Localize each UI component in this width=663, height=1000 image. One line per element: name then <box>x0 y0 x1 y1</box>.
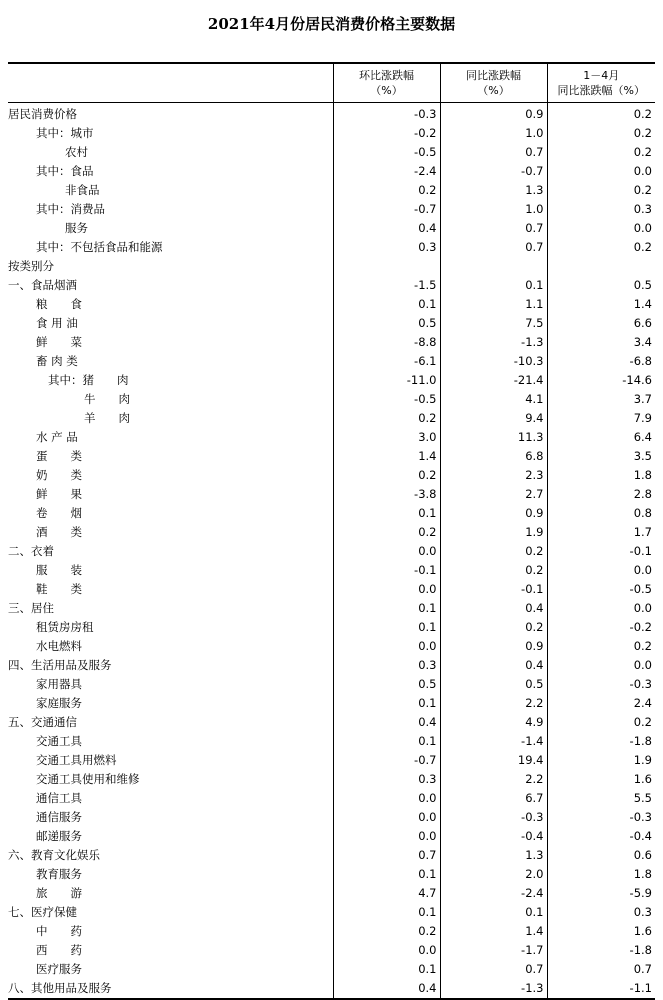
row-label: 酒 类 <box>36 525 82 539</box>
ytd-yoy-change-cell: 0.3 <box>633 905 652 919</box>
yoy-change-cell: 6.8 <box>440 447 547 466</box>
yoy-change-cell: 1.3 <box>440 846 547 865</box>
ytd-yoy-change-cell: 1.7 <box>633 525 652 539</box>
row-label: 五、交通通信 <box>8 715 77 729</box>
mom-change-cell: 0.3 <box>333 656 440 675</box>
yoy-change-cell: 0.9 <box>440 637 547 656</box>
ytd-yoy-change-cell: 0.2 <box>633 145 652 159</box>
ytd-yoy-change-cell: 1.9 <box>633 753 652 767</box>
row-label-cell <box>8 827 333 846</box>
yoy-change-cell: 19.4 <box>440 751 547 770</box>
row-label-cell <box>8 124 333 143</box>
table-row <box>8 732 655 751</box>
row-label: 其中：不包括食品和能源 <box>36 240 163 254</box>
mom-change-cell: 0.0 <box>333 941 440 960</box>
yoy-change-cell <box>440 257 547 276</box>
yoy-change-cell: 2.3 <box>440 466 547 485</box>
mom-change-cell <box>333 257 440 276</box>
row-label-cell <box>8 979 333 999</box>
yoy-change-cell: -10.3 <box>440 352 547 371</box>
table-row <box>8 485 655 504</box>
row-label-cell <box>8 732 333 751</box>
row-label-cell <box>8 409 333 428</box>
row-label-cell <box>8 941 333 960</box>
table-row <box>8 903 655 922</box>
row-label-cell <box>8 561 333 580</box>
ytd-yoy-change-cell: -14.6 <box>622 373 652 387</box>
row-label-cell <box>8 637 333 656</box>
row-label-cell <box>8 390 333 409</box>
ytd-yoy-change-cell: 0.2 <box>633 107 652 121</box>
yoy-change-cell: -1.3 <box>440 333 547 352</box>
ytd-yoy-change-cell: 3.7 <box>633 392 652 406</box>
yoy-change-cell: 0.7 <box>440 238 547 257</box>
yoy-change-cell: 1.0 <box>440 200 547 219</box>
yoy-change-cell: -0.7 <box>440 162 547 181</box>
table-row <box>8 599 655 618</box>
table-row <box>8 466 655 485</box>
mom-change-cell: 0.2 <box>333 523 440 542</box>
ytd-yoy-change-cell: 1.4 <box>633 297 652 311</box>
ytd-yoy-change-cell: 2.4 <box>633 696 652 710</box>
mom-change-cell: 0.5 <box>333 675 440 694</box>
yoy-change-cell: 9.4 <box>440 409 547 428</box>
mom-change-cell: 0.0 <box>333 827 440 846</box>
table-row <box>8 371 655 390</box>
page-title: 2021年4月份居民消费价格主要数据 <box>207 15 456 33</box>
table-row <box>8 884 655 903</box>
row-label-cell <box>8 333 333 352</box>
table-row <box>8 789 655 808</box>
mom-change-cell: 4.7 <box>333 884 440 903</box>
row-label: 其中：消费品 <box>36 202 105 216</box>
row-label: 农村 <box>65 145 88 159</box>
ytd-yoy-change-cell: 0.8 <box>633 506 652 520</box>
row-label: 其中：食品 <box>36 164 94 178</box>
table-row <box>8 542 655 561</box>
yoy-change-cell: -21.4 <box>440 371 547 390</box>
yoy-change-cell: 0.1 <box>440 903 547 922</box>
ytd-yoy-change-cell: 0.6 <box>633 848 652 862</box>
mom-change-cell: -0.5 <box>333 390 440 409</box>
ytd-yoy-change-cell: 0.0 <box>633 221 652 235</box>
row-label: 羊 肉 <box>84 411 130 425</box>
table-row <box>8 827 655 846</box>
table-row <box>8 713 655 732</box>
row-label-cell <box>8 485 333 504</box>
table-row <box>8 960 655 979</box>
mom-change-cell: 0.4 <box>333 219 440 238</box>
mom-change-cell: -0.7 <box>333 751 440 770</box>
mom-change-cell: 0.0 <box>333 580 440 599</box>
ytd-yoy-change-cell: 0.2 <box>633 240 652 254</box>
mom-change-cell: 3.0 <box>333 428 440 447</box>
row-label-cell <box>8 713 333 732</box>
table-row <box>8 200 655 219</box>
yoy-change-cell: 2.0 <box>440 865 547 884</box>
ytd-yoy-change-cell: 0.2 <box>633 183 652 197</box>
yoy-change-cell: 7.5 <box>440 314 547 333</box>
header-ytd-yoy-change <box>547 63 655 103</box>
header-yoy-label: 同比涨跌幅 <box>466 69 521 82</box>
yoy-change-cell: -0.4 <box>440 827 547 846</box>
table-row <box>8 979 655 999</box>
row-label-cell <box>8 276 333 295</box>
mom-change-cell: 0.4 <box>333 979 440 999</box>
table-row <box>8 124 655 143</box>
mom-change-cell: 0.0 <box>333 808 440 827</box>
row-label: 教育服务 <box>36 867 82 881</box>
table-row <box>8 865 655 884</box>
row-label: 牛 肉 <box>84 392 130 406</box>
mom-change-cell: 0.5 <box>333 314 440 333</box>
mom-change-cell: 0.0 <box>333 637 440 656</box>
row-label: 服 装 <box>36 563 82 577</box>
row-label: 一、食品烟酒 <box>8 278 77 292</box>
header-ytd-label: 同比涨跌幅（%） <box>557 84 645 97</box>
row-label-cell <box>8 352 333 371</box>
row-label-cell <box>8 808 333 827</box>
yoy-change-cell: 0.7 <box>440 219 547 238</box>
row-label-cell <box>8 770 333 789</box>
yoy-change-cell: 1.9 <box>440 523 547 542</box>
row-label-cell <box>8 295 333 314</box>
table-row <box>8 447 655 466</box>
table-header-row <box>8 63 655 103</box>
mom-change-cell: -0.5 <box>333 143 440 162</box>
mom-change-cell: 0.1 <box>333 295 440 314</box>
row-label-cell <box>8 618 333 637</box>
row-label: 非食品 <box>65 183 100 197</box>
table-row <box>8 103 655 125</box>
mom-change-cell: -11.0 <box>333 371 440 390</box>
table-row <box>8 808 655 827</box>
ytd-yoy-change-cell: 3.4 <box>633 335 652 349</box>
row-label: 蛋 类 <box>36 449 82 463</box>
row-label-cell <box>8 143 333 162</box>
ytd-yoy-change-cell: -1.1 <box>629 981 652 995</box>
row-label-cell <box>8 542 333 561</box>
row-label: 奶 类 <box>36 468 82 482</box>
table-row <box>8 523 655 542</box>
yoy-change-cell: -0.1 <box>440 580 547 599</box>
yoy-change-cell: 0.7 <box>440 143 547 162</box>
ytd-yoy-change-cell: -0.2 <box>629 620 652 634</box>
table-row <box>8 770 655 789</box>
mom-change-cell: -8.8 <box>333 333 440 352</box>
row-label: 按类别分 <box>8 259 54 273</box>
row-label: 医疗服务 <box>36 962 82 976</box>
yoy-change-cell: 1.0 <box>440 124 547 143</box>
row-label-cell <box>8 694 333 713</box>
ytd-yoy-change-cell: -0.5 <box>629 582 652 596</box>
row-label: 邮递服务 <box>36 829 82 843</box>
row-label-cell <box>8 257 333 276</box>
row-label-cell <box>8 181 333 200</box>
row-label: 服务 <box>65 221 88 235</box>
row-label: 中 药 <box>36 924 82 938</box>
table-row <box>8 181 655 200</box>
row-label: 交通工具用燃料 <box>36 753 117 767</box>
row-label: 四、生活用品及服务 <box>8 658 112 672</box>
header-yoy-unit: （%） <box>477 84 510 97</box>
row-label: 家用器具 <box>36 677 82 691</box>
yoy-change-cell: 0.2 <box>440 561 547 580</box>
ytd-yoy-change-cell: 1.8 <box>633 867 652 881</box>
mom-change-cell: 0.1 <box>333 865 440 884</box>
mom-change-cell: -6.1 <box>333 352 440 371</box>
row-label-cell <box>8 466 333 485</box>
row-label-cell <box>8 884 333 903</box>
row-label-cell <box>8 960 333 979</box>
mom-change-cell: 0.2 <box>333 181 440 200</box>
table-row <box>8 656 655 675</box>
table-row <box>8 257 655 276</box>
ytd-yoy-change-cell: -0.3 <box>629 810 652 824</box>
table-row <box>8 637 655 656</box>
yoy-change-cell: 4.1 <box>440 390 547 409</box>
ytd-yoy-change-cell: -0.3 <box>629 677 652 691</box>
mom-change-cell: 0.1 <box>333 504 440 523</box>
yoy-change-cell: 0.1 <box>440 276 547 295</box>
row-label: 鲜 菜 <box>36 335 82 349</box>
table-row <box>8 751 655 770</box>
yoy-change-cell: 0.7 <box>440 960 547 979</box>
row-label-cell <box>8 922 333 941</box>
mom-change-cell: 0.2 <box>333 466 440 485</box>
yoy-change-cell: 1.1 <box>440 295 547 314</box>
cpi-data-table <box>8 62 655 1000</box>
row-label: 七、医疗保健 <box>8 905 77 919</box>
table-row <box>8 238 655 257</box>
yoy-change-cell: -0.3 <box>440 808 547 827</box>
row-label-cell <box>8 162 333 181</box>
ytd-yoy-change-cell: 5.5 <box>633 791 652 805</box>
yoy-change-cell: 1.4 <box>440 922 547 941</box>
table-row <box>8 162 655 181</box>
table-row <box>8 694 655 713</box>
ytd-yoy-change-cell: 0.2 <box>633 715 652 729</box>
table-row <box>8 675 655 694</box>
row-label: 其中：城市 <box>36 126 94 140</box>
row-label-cell <box>8 789 333 808</box>
yoy-change-cell: -1.3 <box>440 979 547 999</box>
header-yoy-change <box>440 63 547 103</box>
mom-change-cell: 0.2 <box>333 922 440 941</box>
ytd-yoy-change-cell: 0.2 <box>633 639 652 653</box>
yoy-change-cell: 6.7 <box>440 789 547 808</box>
ytd-yoy-change-cell: 0.0 <box>633 164 652 178</box>
yoy-change-cell: 0.4 <box>440 656 547 675</box>
mom-change-cell: 0.1 <box>333 903 440 922</box>
row-label-cell <box>8 447 333 466</box>
ytd-yoy-change-cell: 1.6 <box>633 772 652 786</box>
row-label: 鲜 果 <box>36 487 82 501</box>
ytd-yoy-change-cell: 3.5 <box>633 449 652 463</box>
row-label-cell <box>8 504 333 523</box>
row-label: 家庭服务 <box>36 696 82 710</box>
table-row <box>8 314 655 333</box>
row-label: 六、教育文化娱乐 <box>8 848 100 862</box>
row-label: 鞋 类 <box>36 582 82 596</box>
table-row <box>8 409 655 428</box>
row-label: 八、其他用品及服务 <box>8 981 112 995</box>
table-body <box>8 103 655 1000</box>
mom-change-cell: 0.7 <box>333 846 440 865</box>
row-label-cell <box>8 865 333 884</box>
row-label: 粮 食 <box>36 297 82 311</box>
yoy-change-cell: -1.7 <box>440 941 547 960</box>
yoy-change-cell: 11.3 <box>440 428 547 447</box>
table-row <box>8 941 655 960</box>
table-row <box>8 846 655 865</box>
mom-change-cell: 0.4 <box>333 713 440 732</box>
row-label-cell <box>8 238 333 257</box>
ytd-yoy-change-cell: 0.2 <box>633 126 652 140</box>
row-label-cell <box>8 314 333 333</box>
row-label: 交通工具 <box>36 734 82 748</box>
yoy-change-cell: 2.2 <box>440 694 547 713</box>
row-label: 租赁房房租 <box>36 620 94 634</box>
mom-change-cell: 0.1 <box>333 599 440 618</box>
mom-change-cell: 1.4 <box>333 447 440 466</box>
row-label-cell <box>8 371 333 390</box>
mom-change-cell: -0.2 <box>333 124 440 143</box>
table-row <box>8 922 655 941</box>
row-label-cell <box>8 846 333 865</box>
row-label: 二、衣着 <box>8 544 54 558</box>
mom-change-cell: -3.8 <box>333 485 440 504</box>
mom-change-cell: 0.1 <box>333 960 440 979</box>
yoy-change-cell: 0.4 <box>440 599 547 618</box>
mom-change-cell: 0.3 <box>333 238 440 257</box>
row-label-cell <box>8 428 333 447</box>
mom-change-cell: 0.1 <box>333 732 440 751</box>
ytd-yoy-change-cell: 6.4 <box>633 430 652 444</box>
row-label: 通信工具 <box>36 791 82 805</box>
row-label: 西 药 <box>36 943 82 957</box>
ytd-yoy-change-cell: -6.8 <box>629 354 652 368</box>
mom-change-cell: 0.1 <box>333 618 440 637</box>
row-label-cell <box>8 103 333 125</box>
ytd-yoy-change-cell: 0.0 <box>633 601 652 615</box>
yoy-change-cell: 0.5 <box>440 675 547 694</box>
yoy-change-cell: 1.3 <box>440 181 547 200</box>
yoy-change-cell: 0.9 <box>440 103 547 125</box>
ytd-yoy-change-cell: 1.8 <box>633 468 652 482</box>
row-label: 通信服务 <box>36 810 82 824</box>
table-row <box>8 504 655 523</box>
mom-change-cell: -0.7 <box>333 200 440 219</box>
yoy-change-cell: 4.9 <box>440 713 547 732</box>
ytd-yoy-change-cell: -1.8 <box>629 734 652 748</box>
ytd-yoy-change-cell: 6.6 <box>633 316 652 330</box>
row-label-cell <box>8 903 333 922</box>
yoy-change-cell: -1.4 <box>440 732 547 751</box>
header-item-column <box>8 63 333 103</box>
ytd-yoy-change-cell <box>547 257 655 276</box>
ytd-yoy-change-cell: 0.0 <box>633 658 652 672</box>
row-label: 居民消费价格 <box>8 107 77 121</box>
row-label-cell <box>8 751 333 770</box>
row-label: 食 用 油 <box>36 316 78 330</box>
row-label: 旅 游 <box>36 886 82 900</box>
row-label-cell <box>8 219 333 238</box>
ytd-yoy-change-cell: 0.5 <box>633 278 652 292</box>
yoy-change-cell: -2.4 <box>440 884 547 903</box>
header-ytd-period: 1－4月 <box>583 69 620 82</box>
yoy-change-cell: 0.2 <box>440 618 547 637</box>
yoy-change-cell: 0.2 <box>440 542 547 561</box>
ytd-yoy-change-cell: -0.1 <box>629 544 652 558</box>
mom-change-cell: 0.0 <box>333 789 440 808</box>
ytd-yoy-change-cell: 0.7 <box>633 962 652 976</box>
ytd-yoy-change-cell: -5.9 <box>629 886 652 900</box>
ytd-yoy-change-cell: 7.9 <box>633 411 652 425</box>
ytd-yoy-change-cell: 2.8 <box>633 487 652 501</box>
mom-change-cell: -2.4 <box>333 162 440 181</box>
mom-change-cell: -0.3 <box>333 103 440 125</box>
table-row <box>8 143 655 162</box>
mom-change-cell: 0.1 <box>333 694 440 713</box>
header-mom-unit: （%） <box>370 84 403 97</box>
mom-change-cell: 0.3 <box>333 770 440 789</box>
table-row <box>8 390 655 409</box>
mom-change-cell: 0.0 <box>333 542 440 561</box>
table-row <box>8 618 655 637</box>
table-row <box>8 352 655 371</box>
yoy-change-cell: 2.2 <box>440 770 547 789</box>
row-label-cell <box>8 599 333 618</box>
header-mom-change <box>333 63 440 103</box>
header-mom-label: 环比涨跌幅 <box>359 69 414 82</box>
yoy-change-cell: 0.9 <box>440 504 547 523</box>
mom-change-cell: -1.5 <box>333 276 440 295</box>
table-row <box>8 295 655 314</box>
row-label: 水电燃料 <box>36 639 82 653</box>
ytd-yoy-change-cell: -1.8 <box>629 943 652 957</box>
mom-change-cell: 0.2 <box>333 409 440 428</box>
table-row <box>8 333 655 352</box>
row-label: 三、居住 <box>8 601 54 615</box>
mom-change-cell: -0.1 <box>333 561 440 580</box>
ytd-yoy-change-cell: 0.3 <box>633 202 652 216</box>
row-label-cell <box>8 200 333 219</box>
row-label-cell <box>8 656 333 675</box>
row-label-cell <box>8 580 333 599</box>
row-label-cell <box>8 675 333 694</box>
ytd-yoy-change-cell: -0.4 <box>629 829 652 843</box>
table-row <box>8 561 655 580</box>
table-row <box>8 580 655 599</box>
row-label: 交通工具使用和维修 <box>36 772 140 786</box>
row-label-cell <box>8 523 333 542</box>
table-row <box>8 276 655 295</box>
row-label: 卷 烟 <box>36 506 82 520</box>
yoy-change-cell: 2.7 <box>440 485 547 504</box>
table-row <box>8 219 655 238</box>
row-label: 其中：猪 肉 <box>48 373 129 387</box>
row-label: 畜 肉 类 <box>36 354 78 368</box>
table-row <box>8 428 655 447</box>
row-label: 水 产 品 <box>36 430 78 444</box>
ytd-yoy-change-cell: 0.0 <box>633 563 652 577</box>
ytd-yoy-change-cell: 1.6 <box>633 924 652 938</box>
